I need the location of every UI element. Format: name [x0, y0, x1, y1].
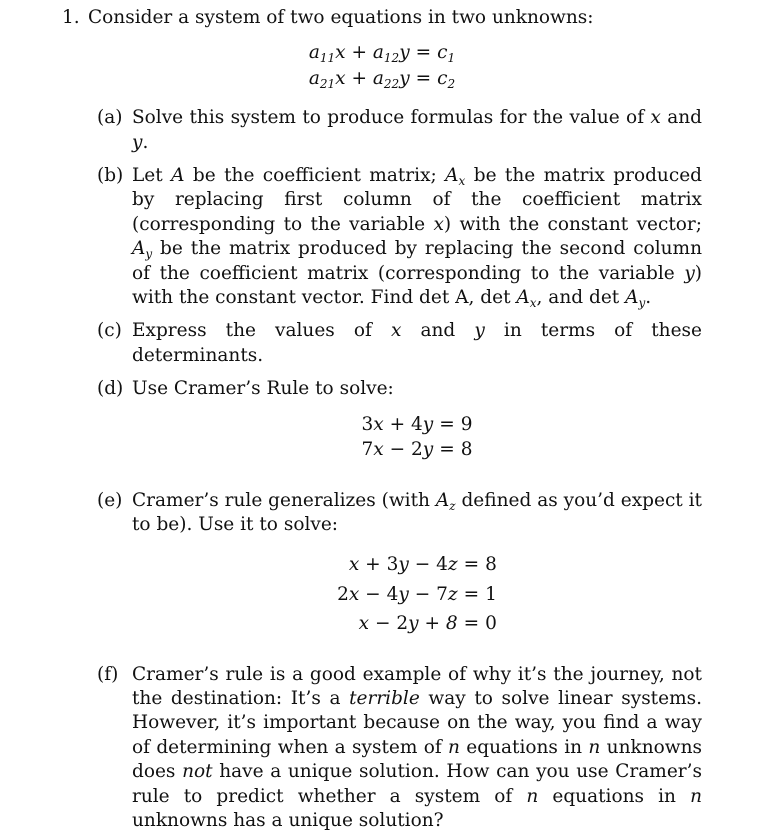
part-label: (b) — [97, 165, 124, 187]
system-d — [361, 413, 472, 463]
part-c — [62, 319, 702, 368]
equation-lhs: $a_{21}x + a_{22}y$ — [308, 67, 410, 91]
equation-lhs: 7x − 2y — [361, 439, 434, 461]
equation-op: = — [439, 413, 455, 435]
equation-lhs: x + 3y − 4z — [348, 554, 458, 576]
part-text: Use Cramer’s Rule to solve: — [132, 378, 394, 400]
part-f — [62, 663, 702, 833]
equation-lhs: $a_{11}x + a_{12}y$ — [308, 42, 410, 66]
part-label: (f) — [97, 663, 119, 685]
equation-rhs: 8 — [485, 554, 497, 576]
part-e — [62, 489, 702, 637]
part-label: (e) — [97, 489, 123, 511]
equation-rhs: 0 — [485, 613, 497, 635]
part-label: (d) — [97, 378, 124, 400]
equation-op: = — [439, 439, 455, 461]
part-text: Express the values of x and y in terms of these determinants. — [132, 320, 702, 366]
part-text: Let A be the coefficient matrix; $A_x$ be the matrix produced by replacing first column of the coefficient matrix (corresponding to the variable x) with the constant vector; $A_y$ be the matrix produced by replacing the second column of the coefficient matrix (corresponding to the variable y) with the constant vector. Find det A, $\det A_x$, and $\det A_y$. — [132, 165, 702, 311]
problem-parts — [62, 106, 702, 833]
part-a — [62, 106, 702, 155]
part-label: (a) — [97, 107, 123, 129]
equation-lhs: 2x − 4y − 7z — [337, 583, 458, 605]
problem-header — [62, 6, 702, 30]
system-e — [337, 553, 497, 636]
general-system — [309, 41, 455, 91]
equation-op: = — [463, 554, 480, 576]
equation-lhs: x − 2y + 8 — [358, 613, 458, 635]
equation-rhs: 9 — [460, 413, 473, 435]
equation-rhs: $c_1$ — [437, 42, 456, 66]
equation-lhs: 3x + 4y — [361, 413, 434, 435]
part-b — [62, 164, 702, 310]
part-text: Cramer’s rule is a good example of why it’s the journey, not the destination: It’s a terrible way to solve linear systems. However, it’s important because on the way, you find a way of determining when a system of n equations in n unknowns does not have a unique solution. How can you use Cramer’s rule to predict whether a system of n equations in n unknowns has a unique solution? — [132, 663, 703, 831]
part-text: Cramer’s rule generalizes (with $A_z$ defined as you’d expect it to be). Use it to solve: — [132, 489, 702, 535]
equation-rhs: $c_2$ — [437, 67, 456, 91]
equation-op: = — [463, 583, 480, 605]
equation-op: = — [415, 67, 432, 89]
part-label: (c) — [97, 320, 122, 342]
part-text: Solve this system to produce formulas for the value of x and y. — [132, 107, 702, 153]
equation-rhs: 1 — [485, 583, 497, 605]
problem-number: 1. — [62, 7, 80, 28]
equation-rhs: 8 — [460, 439, 473, 461]
problem-1 — [62, 6, 702, 833]
problem-intro: Consider a system of two equations in two unknowns: — [88, 7, 594, 28]
equation-op: = — [463, 613, 480, 635]
equation-op: = — [415, 42, 432, 64]
part-d — [62, 377, 702, 462]
